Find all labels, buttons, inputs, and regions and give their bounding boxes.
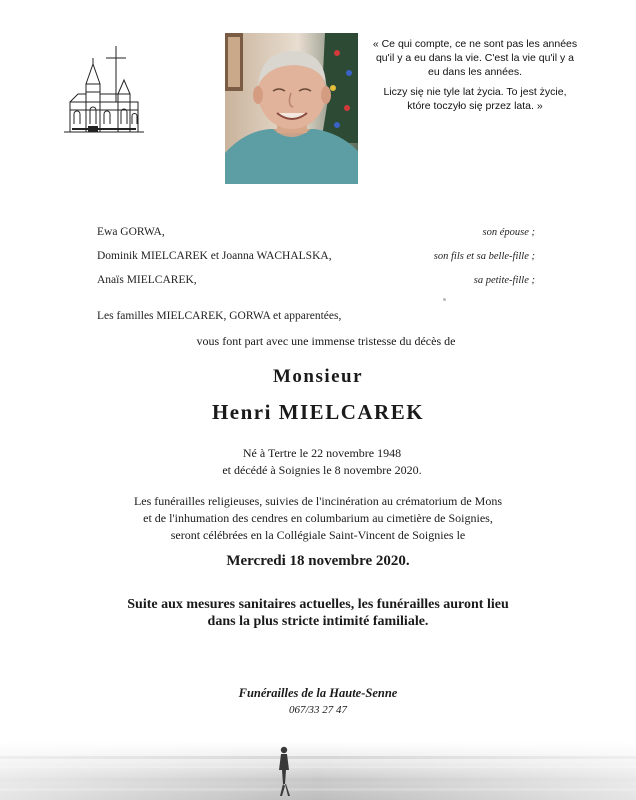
quote-polish: Liczy się nie tyle lat życia. To jest życie, które toczyło się przez lata. »	[383, 86, 567, 112]
speck-mark	[443, 298, 446, 301]
family-member-name: Dominik MIELCAREK et Joanna WACHALSKA,	[97, 250, 332, 262]
family-member-relation: son épouse ;	[482, 227, 535, 238]
birth-line: Né à Tertre le 22 novembre 1948	[242, 446, 402, 460]
family-member-name: Anaïs MIELCAREK,	[97, 274, 197, 286]
sanitary-notice-line: dans la plus stricte intimité familiale.	[207, 614, 429, 629]
church-drawing-icon	[62, 44, 146, 136]
funeral-home-phone: 067/33 27 47	[288, 704, 348, 716]
ceremony-date: Mercredi 18 novembre 2020.	[226, 553, 410, 569]
announcement-line: vous font part avec une immense tristesse du décès de	[196, 334, 456, 348]
quote-french: « Ce qui compte, ce ne sont pas les années qu'il y a eu dans la vie. C'est la vie qu'il y a eu dans les années.	[372, 38, 578, 78]
funeral-text-line: et de l'inhumation des cendres en columbarium au cimetière de Soignies,	[143, 511, 493, 525]
death-line: et décédé à Soignies le 8 novembre 2020.	[222, 463, 422, 477]
deceased-title: Monsieur	[272, 366, 364, 387]
portrait-photo	[225, 33, 358, 184]
funeral-text-line: seront célébrées en la Collégiale Saint-Vincent de Soignies le	[170, 528, 466, 542]
beach-silhouette-image	[0, 742, 636, 800]
families-line: Les familles MIELCAREK, GORWA et apparentées,	[97, 310, 342, 322]
family-member-relation: son fils et sa belle-fille ;	[433, 251, 535, 262]
funeral-text-line: Les funérailles religieuses, suivies de l'incinération au crématorium de Mons	[133, 494, 503, 508]
family-member-relation: sa petite-fille ;	[473, 275, 535, 286]
sanitary-notice-line: Suite aux mesures sanitaires actuelles, les funérailles auront lieu	[127, 597, 509, 612]
funeral-home-name: Funérailles de la Haute-Senne	[238, 686, 398, 700]
family-member-name: Ewa GORWA,	[97, 226, 165, 238]
deceased-name: Henri MIELCAREK	[211, 400, 425, 424]
